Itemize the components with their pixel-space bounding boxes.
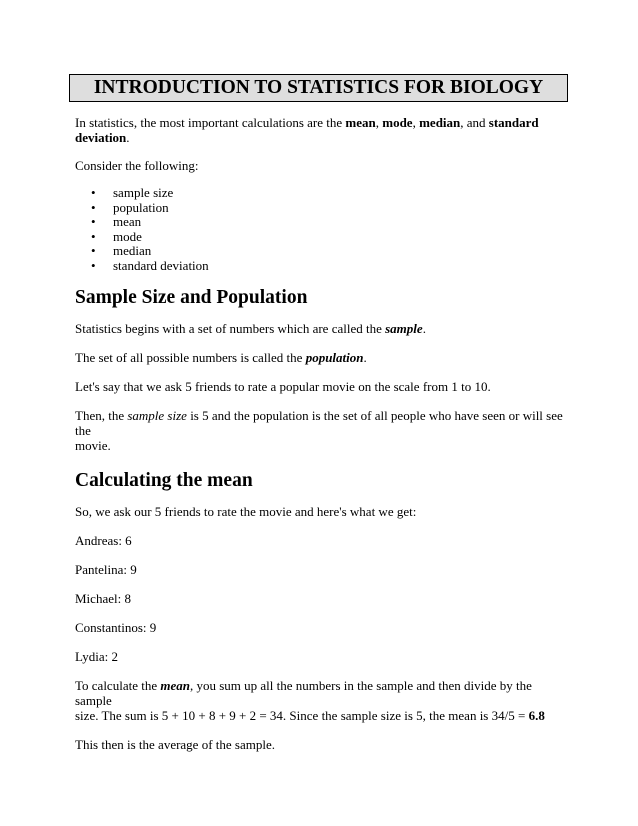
list-item: • population (91, 199, 169, 215)
bullet-icon: • (91, 257, 96, 273)
list-item: • mean (91, 214, 142, 229)
list-item: • median (91, 243, 152, 258)
list-item: • standard deviation (91, 257, 209, 273)
term-sample-size: sample size (127, 408, 187, 423)
mean-result: 6.8 (528, 708, 545, 723)
paragraph-sample: Statistics begins with a set of numbers which are called the sample. (75, 321, 426, 336)
paragraph-ask-friends: So, we ask our 5 friends to rate the movie and here's what we get: (75, 504, 417, 519)
section-heading-sample-size: Sample Size and Population (75, 287, 308, 308)
paragraph-population: The set of all possible numbers is called the population. (75, 350, 367, 365)
term-population: population (305, 350, 364, 365)
list-item: • sample size (91, 185, 174, 200)
rating-item: Pantelina: 9 (75, 562, 137, 577)
bullet-icon: • (91, 228, 96, 244)
paragraph-example: Let's say that we ask 5 friends to rate a popular movie on the scale from 1 to 10. (75, 379, 491, 394)
term-deviation: deviation (75, 130, 127, 145)
document-title: INTRODUCTION TO STATISTICS FOR BIOLOGY (69, 74, 568, 102)
term-median: median (419, 115, 461, 130)
bullet-icon: • (91, 214, 96, 229)
document-page (75, 74, 570, 752)
list-item: • mode (91, 228, 142, 244)
bullet-icon: • (91, 243, 96, 258)
term-sample: sample (385, 321, 423, 336)
rating-item: Andreas: 6 (75, 533, 132, 548)
bullet-icon: • (91, 185, 96, 200)
rating-item: Michael: 8 (75, 591, 131, 606)
term-mode: mode (382, 115, 413, 130)
bullet-icon: • (91, 199, 96, 215)
intro-paragraph: In statistics, the most important calculations are the mean, mode, median, and standard deviation. (75, 115, 539, 145)
rating-item: Constantinos: 9 (75, 620, 157, 635)
concept-list (75, 186, 570, 273)
intro-text: In statistics, the most important calculations are the (75, 115, 346, 130)
rating-item: Lydia: 2 (75, 649, 118, 664)
paragraph-calculation: To calculate the mean, you sum up all the numbers in the sample and then divide by the sample size. The sum is 5 + 10 + 8 + 9 + 2 = 34. Since the sample size is 5, the mean is 34/5 = 6.8 (75, 678, 545, 723)
term-mean: mean (345, 115, 376, 130)
section-heading-mean: Calculating the mean (75, 470, 253, 491)
term-mean-calc: mean (160, 678, 190, 693)
paragraph-sample-size: Then, the sample size is 5 and the population is the set of all people who have seen or will see the movie. (75, 408, 563, 453)
consider-paragraph: Consider the following: (75, 158, 199, 173)
paragraph-closing: This then is the average of the sample. (75, 737, 275, 752)
term-standard: standard (488, 115, 539, 130)
